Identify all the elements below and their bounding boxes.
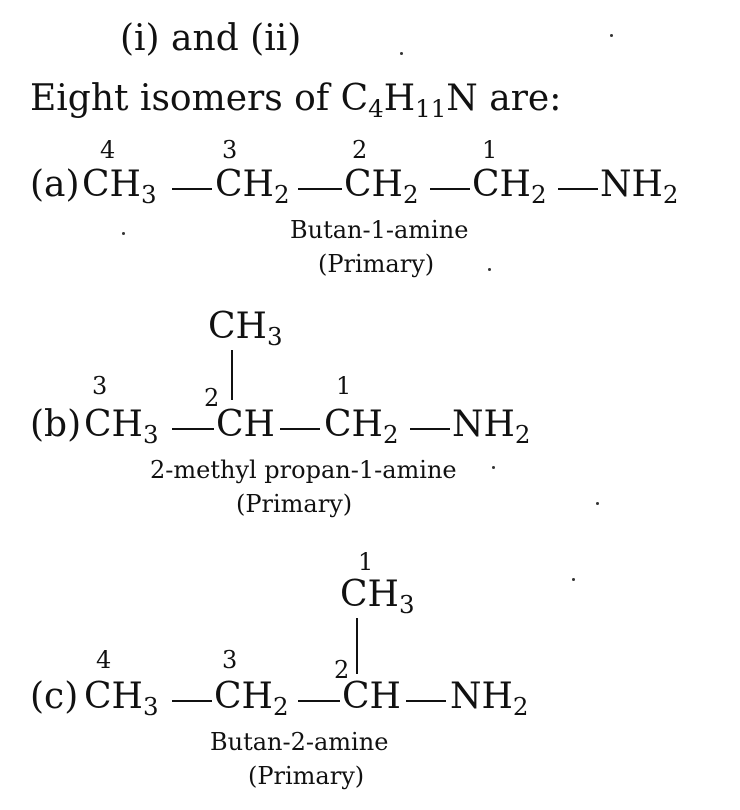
isomer-label: (b) bbox=[30, 404, 82, 445]
amine-type: (Primary) bbox=[248, 762, 365, 790]
bond bbox=[558, 188, 598, 190]
group-nh2: $NH_2$ bbox=[600, 164, 679, 209]
bond bbox=[298, 700, 340, 702]
carbon-number: 1 bbox=[358, 548, 374, 576]
heading-prefix: Eight isomers of bbox=[30, 78, 341, 119]
bond bbox=[172, 428, 214, 430]
amine-type: (Primary) bbox=[318, 250, 435, 278]
scan-speck bbox=[596, 502, 599, 505]
carbon-number: 1 bbox=[336, 372, 352, 400]
bond bbox=[430, 188, 470, 190]
group-ch2: $CH_2$ bbox=[344, 164, 419, 209]
scan-speck bbox=[488, 268, 491, 271]
isomer-label: (c) bbox=[30, 676, 79, 717]
scan-speck bbox=[400, 52, 403, 55]
carbon-number: 4 bbox=[96, 646, 112, 674]
group-ch: CH bbox=[216, 404, 275, 445]
compound-name: 2-methyl propan-1-amine bbox=[150, 456, 457, 484]
group-ch2: $CH_2$ bbox=[324, 404, 399, 449]
heading-formula: $C_4H_{11}N$ bbox=[340, 78, 478, 123]
branch-ch3: $CH_3$ bbox=[340, 574, 415, 619]
group-ch3: $CH_3$ bbox=[82, 164, 157, 209]
bond bbox=[298, 188, 342, 190]
carbon-number: 1 bbox=[482, 136, 498, 164]
bond bbox=[410, 428, 450, 430]
branch-bond bbox=[356, 618, 358, 674]
bond bbox=[172, 188, 212, 190]
scan-speck bbox=[122, 232, 125, 235]
compound-name: Butan-2-amine bbox=[210, 728, 389, 756]
group-ch3: $CH_3$ bbox=[84, 404, 159, 449]
heading bbox=[30, 78, 562, 123]
carbon-number: 2 bbox=[352, 136, 368, 164]
bond bbox=[406, 700, 446, 702]
branch-ch3: $CH_3$ bbox=[208, 306, 283, 351]
bond bbox=[280, 428, 320, 430]
scan-speck bbox=[492, 466, 495, 469]
carbon-number: 3 bbox=[92, 372, 108, 400]
carbon-number: 2 bbox=[334, 656, 350, 684]
group-ch2: $CH_2$ bbox=[472, 164, 547, 209]
group-ch3: $CH_3$ bbox=[84, 676, 159, 721]
scan-speck bbox=[610, 34, 613, 37]
branch-bond bbox=[231, 350, 233, 400]
compound-name: Butan-1-amine bbox=[290, 216, 469, 244]
carbon-number: 3 bbox=[222, 136, 238, 164]
carbon-number: 4 bbox=[100, 136, 116, 164]
isomer-label: (a) bbox=[30, 164, 80, 205]
group-ch2: $CH_2$ bbox=[215, 164, 290, 209]
carbon-number: 3 bbox=[222, 646, 238, 674]
group-nh2: $NH_2$ bbox=[452, 404, 531, 449]
group-nh2: $NH_2$ bbox=[450, 676, 529, 721]
amine-type: (Primary) bbox=[236, 490, 353, 518]
group-ch2: $CH_2$ bbox=[214, 676, 289, 721]
group-ch: CH bbox=[342, 676, 401, 717]
scan-speck bbox=[572, 578, 575, 581]
bond bbox=[172, 700, 212, 702]
carbon-number: 2 bbox=[204, 384, 220, 412]
heading-suffix: are: bbox=[477, 78, 562, 119]
answer-text: (i) and (ii) bbox=[120, 18, 302, 59]
